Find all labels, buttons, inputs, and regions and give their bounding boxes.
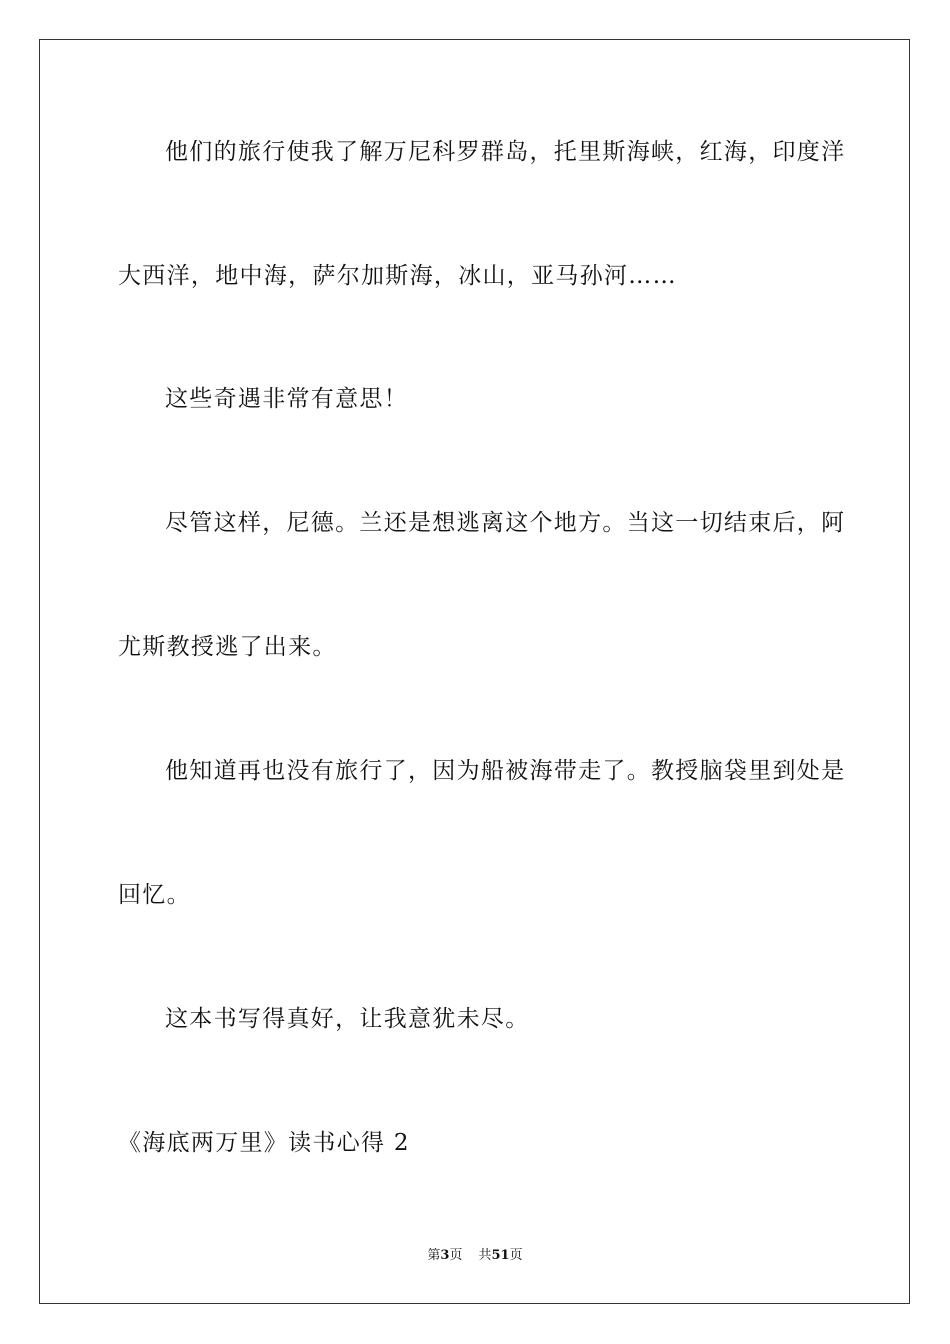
paragraph-line-5: 尤斯教授逃了出来。 (118, 634, 337, 660)
section-heading: 《海底两万里》读书心得 2 (118, 1130, 410, 1156)
paragraph-line-4: 尽管这样，尼德。兰还是想逃离这个地方。当这一切结束后，阿 (165, 510, 846, 536)
footer-total-prefix: 共 (478, 1248, 492, 1263)
paragraph-line-6: 他知道再也没有旅行了，因为船被海带走了。教授脑袋里到处是 (165, 758, 846, 784)
page-footer (0, 1248, 950, 1264)
footer-page-suffix: 页 (449, 1248, 463, 1263)
paragraph-line-2: 大西洋，地中海，萨尔加斯海，冰山，亚马孙河…… (118, 263, 677, 289)
page-border (39, 39, 910, 1304)
paragraph-line-3: 这些奇遇非常有意思！ (165, 386, 408, 412)
footer-page-number: 3 (440, 1248, 450, 1263)
paragraph-line-7: 回忆。 (118, 882, 191, 908)
footer-page-prefix: 第 (427, 1248, 441, 1263)
footer-total-suffix: 页 (509, 1248, 523, 1263)
paragraph-line-8: 这本书写得真好，让我意犹未尽。 (165, 1006, 530, 1032)
footer-total-pages: 51 (491, 1248, 510, 1263)
paragraph-line-1: 他们的旅行使我了解万尼科罗群岛，托里斯海峡，红海，印度洋 (165, 139, 846, 165)
